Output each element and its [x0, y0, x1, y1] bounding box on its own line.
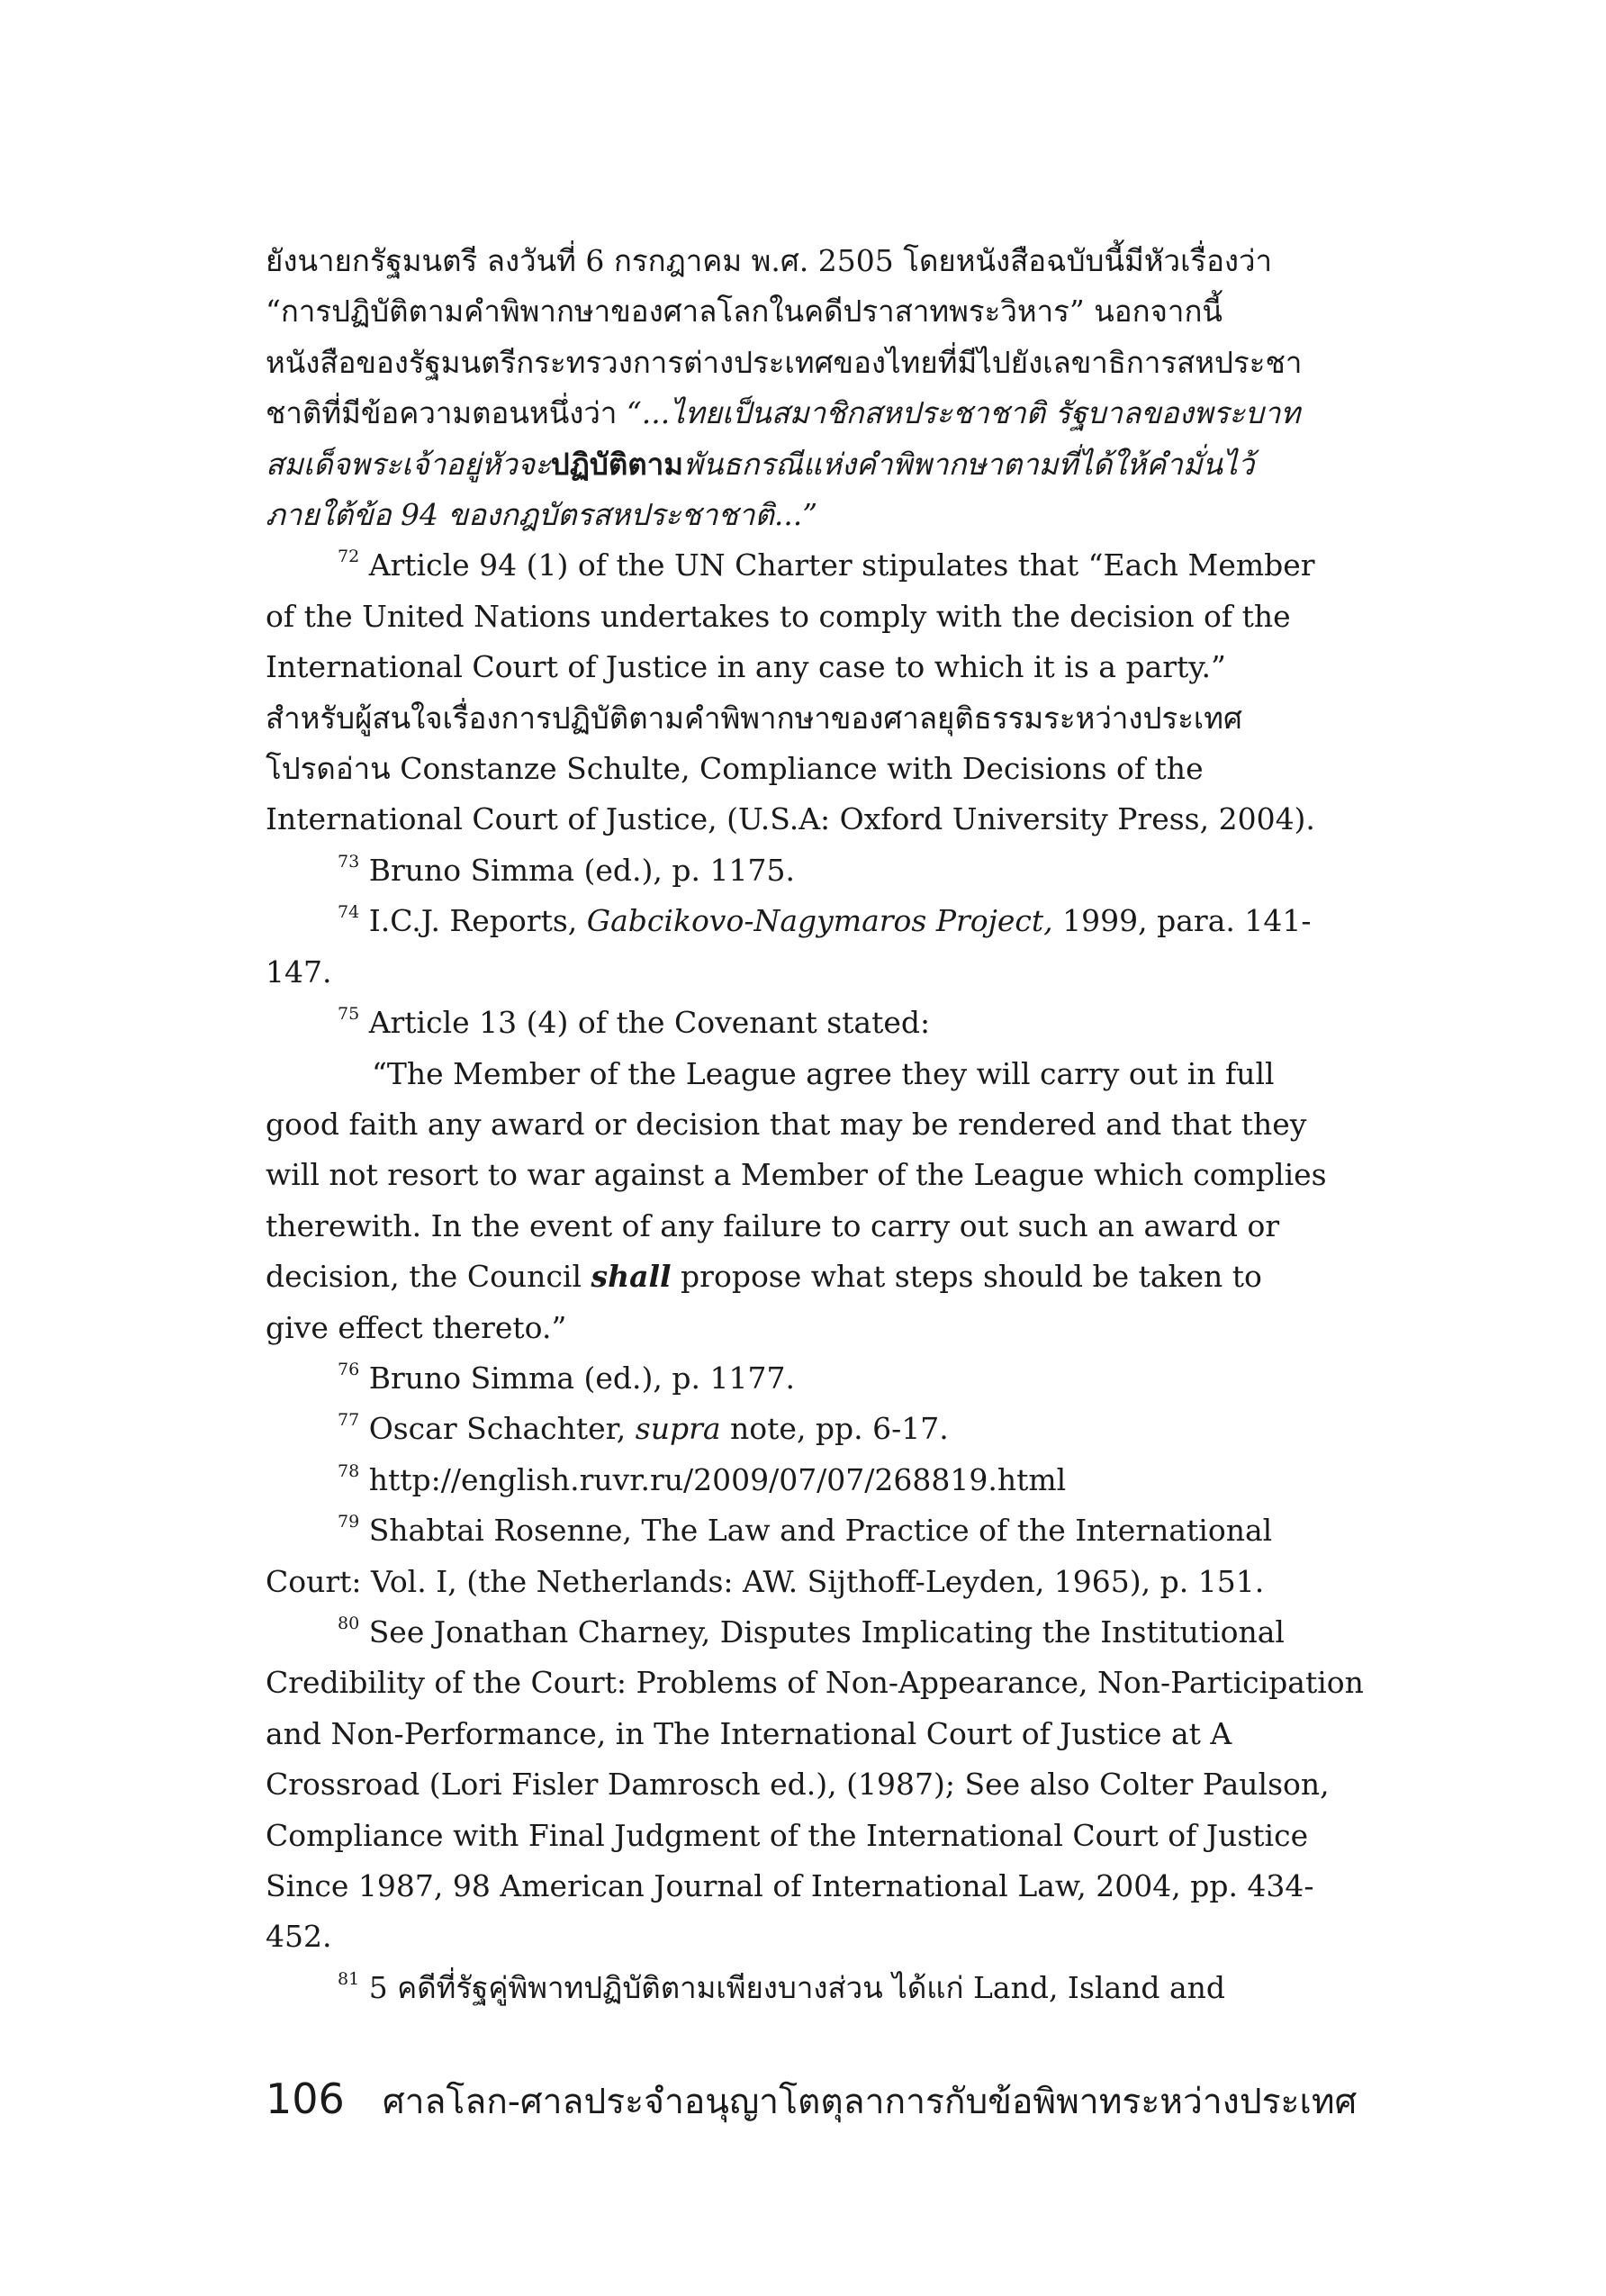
text-line — [266, 1353, 1310, 1404]
text-segment: Shabtai Rosenne, The Law and Practice of the International — [368, 1513, 1273, 1549]
text-segment: ชาติที่มีข้อความตอนหนึ่งว่า — [266, 395, 627, 431]
text-line: ยังนายกรัฐมนตรี ลงวันที่ 6 กรกฎาคม พ.ศ. 2505 โดยหนังสือฉบับนี้มีหัวเรื่องว่า — [266, 243, 1273, 278]
text-line — [266, 845, 1310, 896]
text-line: of the United Nations undertakes to comply with the decision of the — [266, 598, 1291, 634]
text-line — [266, 540, 1315, 591]
text-segment: Oscar Schachter, — [368, 1411, 636, 1447]
case-title: Gabcikovo-Nagymaros Project, — [586, 903, 1053, 939]
thai-quote-start: “...ไทยเป็นสมาชิกสหประชาชาติ รัฐบาลของพระบาท — [626, 395, 1301, 431]
text-line — [266, 1455, 1310, 1505]
footnote-number: 72 — [338, 547, 360, 567]
footnote-number: 78 — [338, 1460, 360, 1481]
footnote-73 — [266, 845, 1310, 896]
footnote-79 — [266, 1505, 1310, 1607]
text-line: International Court of Justice in any case to which it is a party.” — [266, 649, 1226, 685]
footnote-number: 75 — [338, 1004, 360, 1025]
text-line: สำหรับผู้สนใจเรื่องการปฏิบัติตามคำพิพากษาของศาลยุติธรรมระหว่างประเทศ — [266, 700, 1242, 736]
thai-quote-line — [266, 439, 1310, 490]
quote-line: therewith. In the event of any failure to carry out such an award or — [266, 1207, 1280, 1243]
footnote-number: 77 — [338, 1410, 360, 1431]
text-line — [266, 1505, 1310, 1556]
text-line: 452. — [266, 1919, 332, 1955]
footnote-81 — [266, 1963, 1310, 2013]
footnote-number: 76 — [338, 1359, 360, 1379]
thai-quote-line: ภายใต้ข้อ 94 ของกฎบัตรสหประชาชาติ...” — [266, 497, 818, 533]
text-line: Court: Vol. I, (the Netherlands: AW. Sijthoff-Leyden, 1965), p. 151. — [266, 1563, 1265, 1599]
text-segment: note, pp. 6-17. — [720, 1411, 949, 1447]
text-line: “การปฏิบัติตามคำพิพากษาของศาลโลกในคดีปราสาทพระวิหาร” นอกจากนี้ — [266, 294, 1223, 330]
text-line: 147. — [266, 954, 332, 990]
text-segment: Article 13 (4) of the Covenant stated: — [368, 1005, 931, 1041]
emphasized-word: shall — [591, 1259, 672, 1295]
page-number: 106 — [266, 2075, 345, 2123]
running-title: ศาลโลก-ศาลประจำอนุญาโตตุลาการกับข้อพิพาทระหว่างประเทศ — [382, 2082, 1358, 2122]
page-footer — [266, 2072, 1358, 2129]
footnote-77 — [266, 1404, 1310, 1454]
footnote-72 — [266, 540, 1315, 845]
footnote-74 — [266, 896, 1310, 998]
footnote-number: 80 — [338, 1613, 360, 1633]
text-line: หนังสือของรัฐมนตรีกระทรวงการต่างประเทศของไทยที่มีไปยังเลขาธิการสหประชา — [266, 344, 1303, 380]
text-line: Crossroad (Lori Fisler Damrosch ed.), (1987); See also Colter Paulson, — [266, 1767, 1330, 1803]
footnote-78 — [266, 1455, 1310, 1505]
url-text: http://english.ruvr.ru/2009/07/07/268819.html — [368, 1461, 1067, 1497]
thai-paragraph — [266, 236, 1310, 540]
text-segment: 5 คดีที่รัฐคู่พิพาทปฏิบัติตามเพียงบางส่วน ได้แก่ Land, Island and — [368, 1969, 1226, 2005]
text-line — [266, 1404, 1310, 1454]
footnote-number: 81 — [338, 1968, 360, 1989]
text-line: International Court of Justice, (U.S.A: Oxford University Press, 2004). — [266, 801, 1315, 837]
emphasized-text: ปฏิบัติตาม — [550, 446, 683, 482]
quote-line: will not resort to war against a Member of the League which complies — [266, 1157, 1327, 1193]
text-line: โปรดอ่าน Constanze Schulte, Compliance with Decisions of the — [266, 751, 1204, 787]
text-line: Credibility of the Court: Problems of Non-Appearance, Non-Participation — [266, 1665, 1364, 1701]
text-segment: 1999, para. 141- — [1052, 903, 1312, 939]
footnote-80 — [266, 1607, 1364, 1963]
text-segment: สมเด็จพระเจ้าอยู่หัวจะ — [266, 446, 551, 482]
body-text — [266, 236, 1364, 2013]
text-segment: See Jonathan Charney, Disputes Implicating the Institutional — [368, 1614, 1285, 1650]
quote-line — [266, 1252, 1310, 1302]
quote-line: good faith any award or decision that may be rendered and that they — [266, 1106, 1307, 1142]
text-line — [266, 1963, 1310, 2013]
footnote-76 — [266, 1353, 1310, 1404]
text-segment: decision, the Council — [266, 1259, 591, 1295]
text-line: and Non-Performance, in The International Court of Justice at A — [266, 1715, 1232, 1751]
quote-line: give effect thereto.” — [266, 1309, 567, 1345]
text-segment: propose what steps should be taken to — [671, 1259, 1262, 1295]
text-segment: Bruno Simma (ed.), p. 1175. — [368, 852, 795, 888]
text-segment: พันธกรณีแห่งคำพิพากษาตามที่ได้ให้คำมั่นไว้ — [683, 446, 1255, 482]
text-segment: Article 94 (1) of the UN Charter stipulates that “Each Member — [368, 547, 1315, 583]
latin-term: supra — [635, 1411, 721, 1447]
footnote-75 — [266, 998, 1327, 1353]
text-line — [266, 896, 1310, 946]
text-line: Compliance with Final Judgment of the International Court of Justice — [266, 1817, 1309, 1853]
text-segment: Bruno Simma (ed.), p. 1177. — [368, 1360, 795, 1396]
footnote-number: 74 — [338, 902, 360, 923]
text-line — [266, 388, 1310, 438]
quote-line: “The Member of the League agree they will carry out in full — [372, 1055, 1275, 1091]
footnote-number: 73 — [338, 851, 360, 872]
text-line — [266, 998, 1310, 1048]
text-segment: I.C.J. Reports, — [368, 903, 587, 939]
text-line: Since 1987, 98 American Journal of International Law, 2004, pp. 434- — [266, 1868, 1314, 1903]
footnote-number: 79 — [338, 1512, 360, 1532]
text-line — [266, 1607, 1310, 1658]
